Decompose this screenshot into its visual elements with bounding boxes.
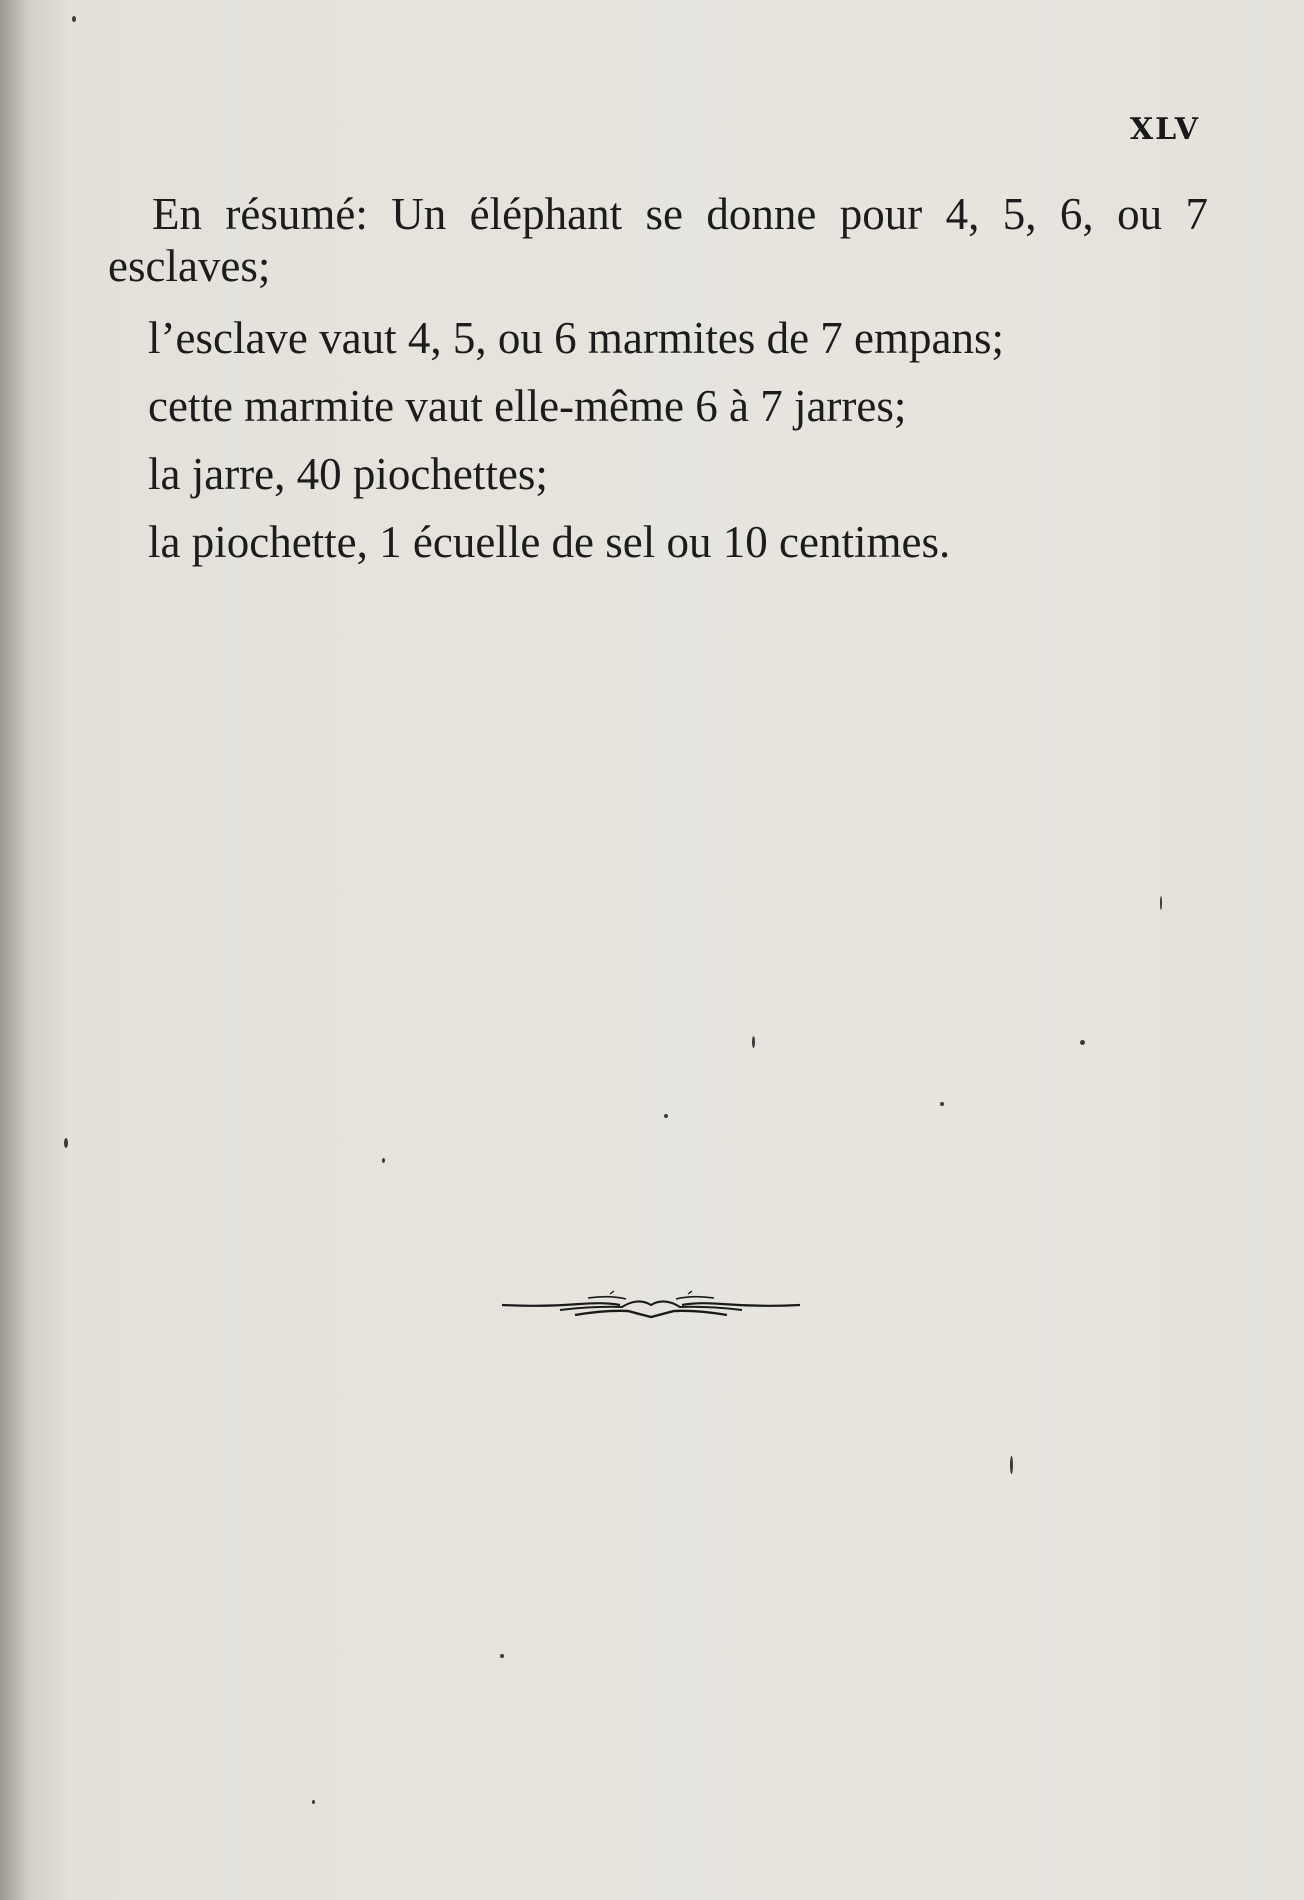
summary-text (108, 188, 1208, 576)
summary-line-pot: cette marmite vaut elle-même 6 à 7 jarres; (148, 381, 907, 431)
paper-speck (72, 16, 76, 22)
page-number: XLV (1129, 112, 1200, 147)
paper-speck (940, 1102, 944, 1106)
paper-speck (1160, 896, 1162, 910)
paper-speck (752, 1036, 755, 1048)
summary-line-hoe: la piochette, 1 écuelle de sel ou 10 centimes. (148, 517, 951, 567)
paper-speck (500, 1654, 504, 1658)
tailpiece-ornament-icon (500, 1285, 802, 1325)
paper-speck (1080, 1040, 1085, 1045)
summary-line-jar: la jarre, 40 piochettes; (148, 449, 548, 499)
paper-speck (1010, 1456, 1013, 1474)
paper-speck (382, 1158, 385, 1163)
paper-speck (64, 1138, 68, 1148)
paper-speck (312, 1800, 315, 1804)
paper-speck (664, 1114, 668, 1118)
summary-line-slave: l’esclave vaut 4, 5, ou 6 marmites de 7 empans; (148, 313, 1005, 363)
binding-shadow (0, 0, 30, 1900)
summary-paragraph: En résumé: Un éléphant se donne pour 4, 5, 6, ou 7 esclaves; (108, 189, 1208, 291)
